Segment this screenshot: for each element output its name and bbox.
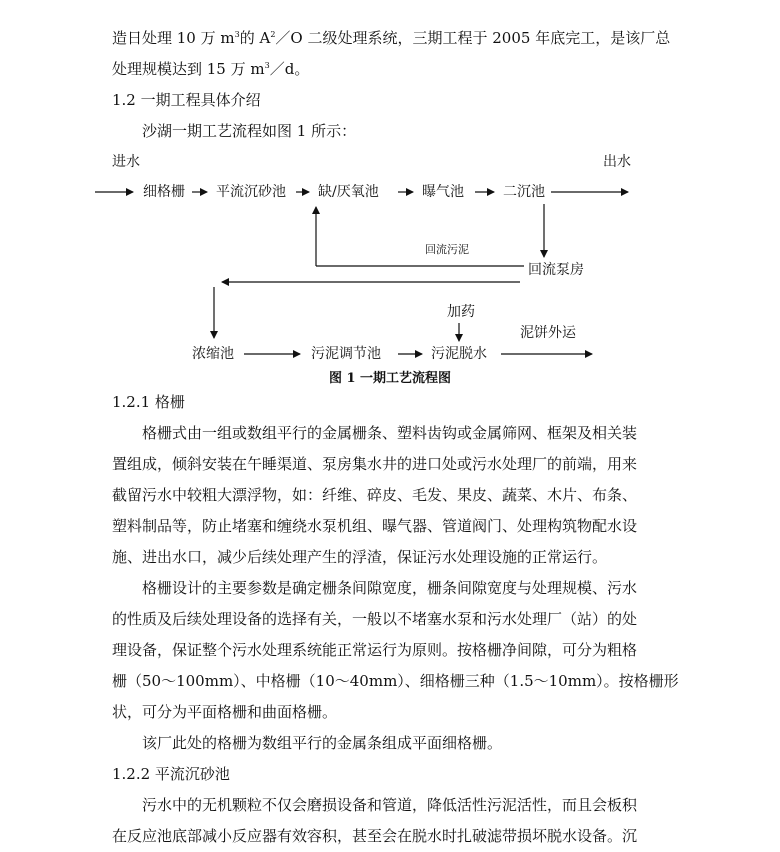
node-return-pump-house: 回流泵房	[528, 262, 584, 278]
section-heading-1-2-1: 1.2.1 格栅	[112, 393, 185, 411]
node-sludge-conditioning: 污泥调节池	[311, 346, 381, 362]
paragraph-line: 格栅式由一组或数组平行的金属栅条、塑料齿钩或金属筛网、框架及相关装	[142, 424, 638, 442]
label-sludge-cake: 泥饼外运	[520, 325, 576, 341]
paragraph-line: 置组成，倾斜安装在午睡渠道、泵房集水井的进口处或污水处理厂的前端，用来	[112, 455, 638, 473]
label-dosing: 加药	[447, 304, 475, 320]
paragraph-line: 格栅设计的主要参数是确定栅条间隙宽度，栅条间隙宽度与处理规模、污水	[142, 579, 638, 597]
paragraph-line: 塑料制品等，防止堵塞和缠绕水泵机组、曝气器、管道阀门、处理构筑物配水设	[112, 517, 638, 535]
paragraph-line: 状，可分为平面格栅和曲面格栅。	[112, 703, 338, 721]
section-intro: 沙湖一期工艺流程如图 1 所示：	[142, 122, 357, 140]
paragraph-top-line-2: 处理规模达到 15 万 $m^3/d$。	[112, 60, 310, 78]
node-fine-screen: 细格栅	[143, 184, 185, 200]
paragraph-line: 污水中的无机颗粒不仅会磨损设备和管道，降低活性污泥活性，而且会板积	[142, 796, 638, 814]
paragraph-line: 施、进出水口，减少后续处理产生的浮渣，保证污水处理设施的正常运行。	[112, 548, 608, 566]
figure-caption: 图 1 一期工艺流程图	[328, 371, 452, 386]
paragraph-line: 截留污水中较粗大漂浮物，如：纤维、碎皮、毛发、果皮、蔬菜、木片、布条、	[112, 486, 638, 504]
flow-arrows	[0, 0, 780, 400]
node-thickener: 浓缩池	[192, 346, 234, 362]
label-inlet: 进水	[112, 154, 140, 170]
section-heading-1-2: 1.2 一期工程具体介绍	[112, 91, 261, 109]
section-heading-1-2-2: 1.2.2 平流沉砂池	[112, 765, 230, 783]
paragraph-line: 栅（50～100mm）、中格栅（10～40mm）、细格栅三种（1.5～10mm）。按格栅形	[112, 672, 679, 690]
label-return-sludge: 回流污泥	[425, 243, 469, 256]
node-secondary-clarifier: 二沉池	[503, 184, 545, 200]
paragraph-line: 的性质及后续处理设备的选择有关，一般以不堵塞水泵和污水处理厂（站）的处	[112, 610, 638, 628]
label-outlet: 出水	[603, 154, 631, 170]
paragraph-top-line-1: 造日处理 10 万 $m^3$的 $A^2/O$ 二级处理系统，三期工程于 2005 年底完工，是该厂总	[112, 29, 671, 47]
paragraph-line: 该厂此处的格栅为数组平行的金属条组成平面细格栅。	[142, 734, 503, 752]
paragraph-line: 理设备，保证整个污水处理系统能正常运行为原则。按格栅净间隙，可分为粗格	[112, 641, 638, 659]
node-grit-chamber: 平流沉砂池	[216, 184, 286, 200]
node-sludge-dewatering: 污泥脱水	[431, 346, 487, 362]
paragraph-line: 在反应池底部减小反应器有效容积，甚至会在脱水时扎破滤带损坏脱水设备。沉	[112, 827, 638, 845]
node-anoxic-tank: 缺/厌氧池	[318, 184, 379, 200]
node-aeration-tank: 曝气池	[422, 184, 464, 200]
